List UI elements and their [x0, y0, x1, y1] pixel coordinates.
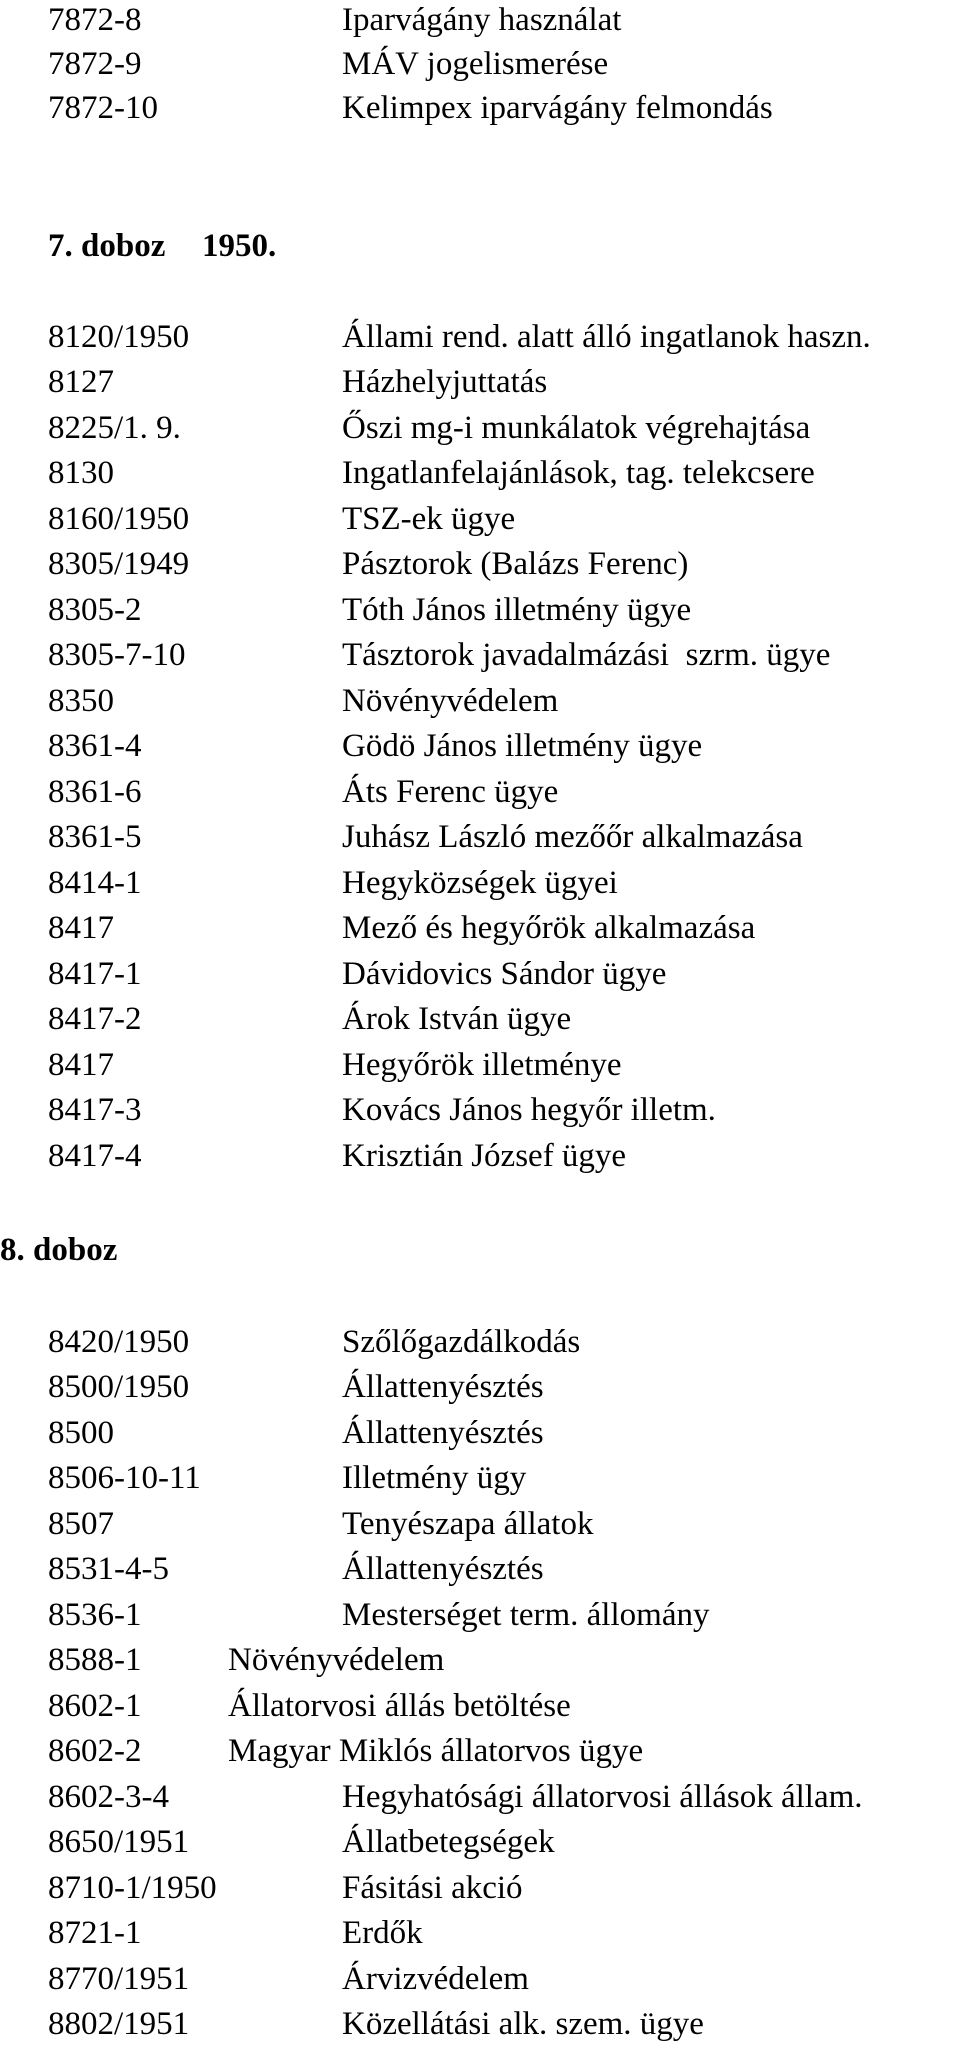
item-description: Kovács János hegyőr illetm. — [342, 1092, 716, 1128]
item-description: Állattenyésztés — [342, 1415, 544, 1451]
item-code: 8417-1 — [48, 956, 142, 992]
item-description: Áts Ferenc ügye — [342, 774, 559, 810]
item-description: Dávidovics Sándor ügye — [342, 956, 667, 992]
item-description: Őszi mg-i munkálatok végrehajtása — [342, 410, 811, 446]
item-description: Tenyészapa állatok — [342, 1506, 594, 1542]
item-description: Pásztorok (Balázs Ferenc) — [342, 546, 689, 582]
item-description: Állattenyésztés — [342, 1551, 544, 1587]
list-item — [0, 317, 960, 357]
list-item — [0, 0, 960, 40]
item-code: 8602-2 — [48, 1733, 142, 1769]
item-code: 8305-2 — [48, 592, 142, 628]
item-description: Hegyőrök illetménye — [342, 1047, 622, 1083]
item-code: 8305/1949 — [48, 546, 190, 582]
item-description: Iparvágány használat — [342, 2, 622, 38]
item-description: Állami rend. alatt álló ingatlanok haszn. — [342, 319, 871, 355]
box-8-heading — [0, 1230, 300, 1270]
item-code: 8506-10-11 — [48, 1460, 201, 1496]
item-description: Növényvédelem — [228, 1642, 445, 1678]
item-description: Erdők — [342, 1915, 423, 1951]
item-code: 8500/1950 — [48, 1369, 190, 1405]
item-code: 8710-1/1950 — [48, 1870, 217, 1906]
item-description: Hegyhatósági állatorvosi állások állam. — [342, 1779, 863, 1815]
item-description: Állatbetegségek — [342, 1824, 555, 1860]
list-item — [0, 1504, 960, 1544]
list-item — [0, 1686, 960, 1726]
item-code: 8120/1950 — [48, 319, 190, 355]
item-description: Állatorvosi állás betöltése — [228, 1688, 571, 1724]
list-item — [0, 1322, 960, 1362]
box-7-heading — [48, 226, 448, 266]
item-description: MÁV jogelismerése — [342, 46, 609, 82]
item-description: Szőlőgazdálkodás — [342, 1324, 581, 1360]
item-description: Közellátási alk. szem. ügye — [342, 2006, 704, 2042]
list-item — [0, 1458, 960, 1498]
list-item — [0, 772, 960, 812]
list-item — [0, 1640, 960, 1680]
item-code: 8361-4 — [48, 728, 142, 764]
item-description: Hegyközségek ügyei — [342, 865, 618, 901]
item-code: 8305-7-10 — [48, 637, 186, 673]
item-code: 8414-1 — [48, 865, 142, 901]
item-description: Állattenyésztés — [342, 1369, 544, 1405]
item-description: Mesterséget term. állomány — [342, 1597, 710, 1633]
item-description: Növényvédelem — [342, 683, 559, 719]
item-code: 8417-3 — [48, 1092, 142, 1128]
item-code: 8361-5 — [48, 819, 142, 855]
list-item — [0, 1136, 960, 1176]
item-code: 8531-4-5 — [48, 1551, 169, 1587]
list-item — [0, 1090, 960, 1130]
item-description: Juhász László mezőőr alkalmazása — [342, 819, 803, 855]
list-item — [0, 1549, 960, 1589]
item-code: 7872-9 — [48, 46, 142, 82]
list-item — [0, 499, 960, 539]
item-code: 8420/1950 — [48, 1324, 190, 1360]
item-description: Krisztián József ügye — [342, 1138, 627, 1174]
item-description: Magyar Miklós állatorvos ügye — [228, 1733, 644, 1769]
list-item — [0, 863, 960, 903]
box-7-year: 1950. — [202, 228, 277, 264]
list-item — [0, 453, 960, 493]
list-item — [0, 1777, 960, 1817]
item-code: 8802/1951 — [48, 2006, 190, 2042]
item-description: Kelimpex iparvágány felmondás — [342, 90, 773, 126]
list-item — [0, 362, 960, 402]
list-item — [0, 635, 960, 675]
item-code: 8721-1 — [48, 1915, 142, 1951]
item-code: 8507 — [48, 1506, 114, 1542]
list-item — [0, 544, 960, 584]
item-code: 8417 — [48, 1047, 114, 1083]
item-description: Ingatlanfelajánlások, tag. telekcsere — [342, 455, 815, 491]
item-description: Tásztorok javadalmázási szrm. ügye — [342, 637, 831, 673]
item-description: Illetmény ügy — [342, 1460, 527, 1496]
item-code: 8417-4 — [48, 1138, 142, 1174]
item-code: 8350 — [48, 683, 114, 719]
box-7-title: 7. doboz — [48, 228, 166, 264]
item-code: 8650/1951 — [48, 1824, 190, 1860]
item-code: 8130 — [48, 455, 114, 491]
list-item — [0, 1913, 960, 1953]
item-code: 8602-1 — [48, 1688, 142, 1724]
item-code: 8417 — [48, 910, 114, 946]
item-description: Mező és hegyőrök alkalmazása — [342, 910, 756, 946]
list-item — [0, 908, 960, 948]
list-item — [0, 408, 960, 448]
item-code: 8127 — [48, 364, 114, 400]
list-item — [0, 681, 960, 721]
item-code: 7872-8 — [48, 2, 142, 38]
item-description: Gödö János illetmény ügye — [342, 728, 703, 764]
list-item — [0, 2004, 960, 2044]
item-description: Házhelyjuttatás — [342, 364, 548, 400]
item-code: 8770/1951 — [48, 1961, 190, 1997]
item-description: Árvizvédelem — [342, 1961, 529, 1997]
item-code: 8500 — [48, 1415, 114, 1451]
list-item — [0, 1868, 960, 1908]
list-item — [0, 44, 960, 84]
item-description: Árok István ügye — [342, 1001, 572, 1037]
list-item — [0, 817, 960, 857]
item-code: 8602-3-4 — [48, 1779, 169, 1815]
list-item — [0, 1045, 960, 1085]
item-description: TSZ-ek ügye — [342, 501, 516, 537]
list-item — [0, 1413, 960, 1453]
item-code: 8417-2 — [48, 1001, 142, 1037]
list-item — [0, 88, 960, 128]
list-item — [0, 1822, 960, 1862]
list-item — [0, 1731, 960, 1771]
item-description: Tóth János illetmény ügye — [342, 592, 692, 628]
item-code: 8588-1 — [48, 1642, 142, 1678]
item-code: 7872-10 — [48, 90, 158, 126]
list-item — [0, 999, 960, 1039]
list-item — [0, 1367, 960, 1407]
item-code: 8225/1. 9. — [48, 410, 181, 446]
box-8-title: 8. doboz — [0, 1232, 118, 1268]
item-description: Fásitási akció — [342, 1870, 523, 1906]
item-code: 8536-1 — [48, 1597, 142, 1633]
list-item — [0, 1959, 960, 1999]
list-item — [0, 726, 960, 766]
list-item — [0, 1595, 960, 1635]
list-item — [0, 590, 960, 630]
item-code: 8160/1950 — [48, 501, 190, 537]
item-code: 8361-6 — [48, 774, 142, 810]
list-item — [0, 954, 960, 994]
